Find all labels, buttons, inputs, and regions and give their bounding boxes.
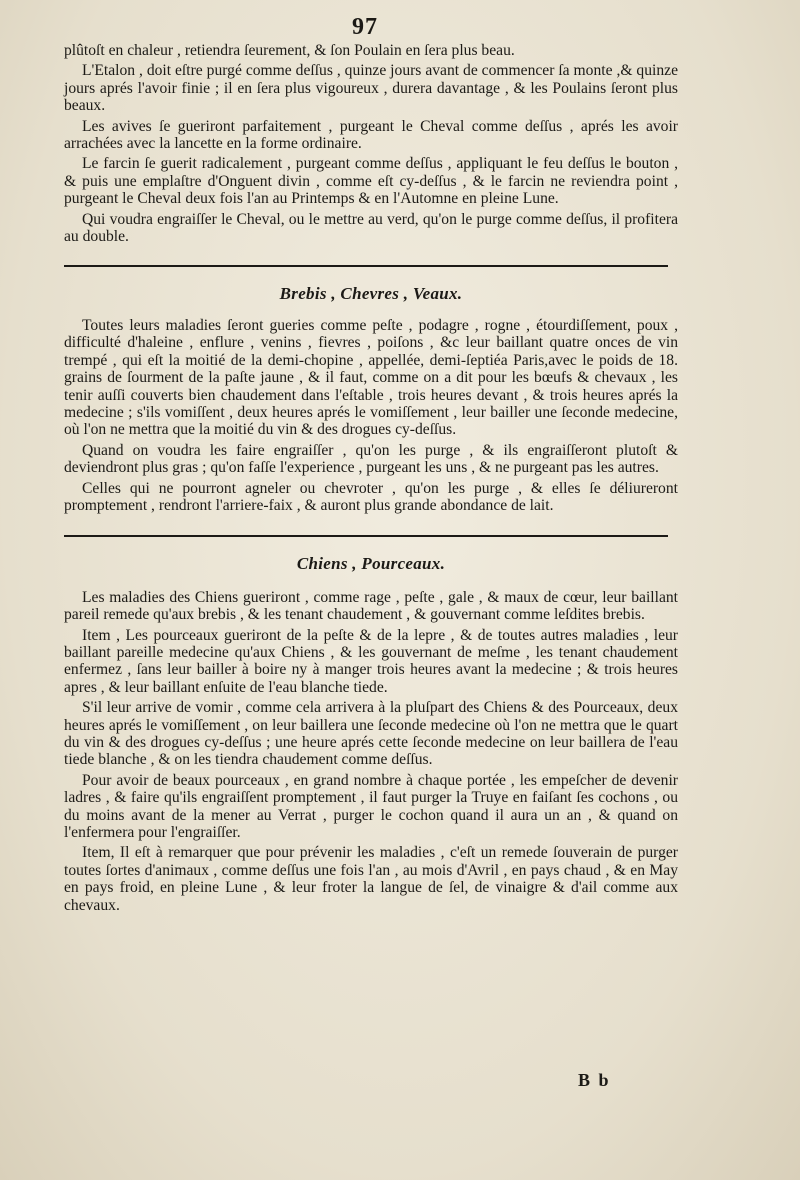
page-body: [64, 42, 678, 917]
section-divider: [64, 535, 668, 537]
section-heading-chiens: Chiens , Pourceaux.: [296, 554, 446, 574]
paragraph-vomir: S'il leur arrive de vomir , comme cela arrivera à la pluſpart des Chiens & des Pourceaux, deux heures aprés le vomiſſement , on leur baillera une ſeconde medecine où l'on ne mettra que le quart du vin & des drogues cy-deſſus ; une heure aprés cette ſeconde medecine on leur baillera de l'eau tiede blanche , & on les tiendra chaudement comme deſſus.: [64, 699, 678, 769]
paragraph-brebis-agneler: Celles qui ne pourront agneler ou chevroter , qu'on les purge , & elles ſe déliureront promptement , rendront l'arriere-faix , & auront plus grande abondance de lait.: [64, 479, 678, 514]
paragraph-beaux-pourceaux: Pour avoir de beaux pourceaux , en grand nombre à chaque portée , les empeſcher de devenir ladres , & faire qu'ils engraiſſent promptement , il faut purger la Truye en faiſant ſes cochons , ou du moins avant de la mener au Verrat , purger le cochon quand il aura un an , & quand on l'enfermera pour l'engraiſſer.: [64, 771, 678, 842]
paragraph-pourceaux-item: Item , Les pourceaux gueriront de la peſte & de la lepre , & de toutes autres maladies , leur baillant pareille medecine qu'aux Chiens , & les gouvernant de meſme , les tenant chaudement enfermez , ſans leur bailler à boire ny à manger trois heures avant la medecine ; & trois heures apres , & leur baillant enſuite de l'eau blanche tiede.: [64, 626, 678, 696]
section-heading-brebis: Brebis , Chevres , Veaux.: [279, 284, 463, 304]
section-divider: [64, 265, 668, 267]
paragraph-brebis-engraisser: Quand on voudra les faire engraiſſer , qu'on les purge , & ils engraiſſeront plutoſt & deviendront plus gras ; qu'on faſſe l'experience , purgeant les uns , & ne purgeant pas les autres.: [64, 441, 678, 477]
paragraph-chiens-maladies: Les maladies des Chiens gueriront , comme rage , peſte , gale , & maux de cœur, leur baillant pareil remede qu'aux brebis , & les tenant chaudement , & gouvernant comme leſdites brebis.: [64, 588, 678, 624]
paragraph-prevenir-maladies: Item, Il eſt à remarquer que pour prévenir les maladies , c'eſt un remede ſouverain de purger toutes ſortes d'animaux , comme deſſus une fois l'an , au mois d'Avril , en pays chaud , & en May en pays froid, en pleine Lune , & leur froter la langue de ſel, de vinaigre & d'ail comme aux chevaux.: [64, 844, 678, 914]
paragraph-engraisser-cheval: Qui voudra engraiſſer le Cheval, ou le mettre au verd, qu'on le purge comme deſſus, il profitera au double.: [64, 210, 678, 246]
paragraph-avives: Les avives ſe gueriront parfaitement , purgeant le Cheval comme deſſus , aprés les avoir arrachées avec la lancette en la forme ordinaire.: [64, 117, 678, 153]
paragraph-etalon: L'Etalon , doit eſtre purgé comme deſſus , quinze jours avant de commencer ſa monte ,& quinze jours aprés l'avoir finie ; il en ſera plus vigoureux , durera davantage , & les Poulains ſeront plus beaux.: [64, 62, 678, 115]
page-number: 97: [352, 14, 378, 40]
paragraph-brebis-maladies: Toutes leurs maladies ſeront gueries comme peſte , podagre , rogne , étourdiſſement, poux , difficulté d'haleine , enflure , venins , fievres , poiſons , &c leur baillant quatre onces de vin trempé , qui eſt la moitié de la demi-chopine , appellée, demi-ſeptiéa Paris,avec le poids de 18. grains de ſourment de la paſte jaune , & il faut, comme on a dit pour les bœufs & chevaux , les tenir auſſi couverts bien chaudement dans l'eſtable , trois heures devant , & trois heures aprés la medecine ; s'ils vomiſſent , deux heures aprés le vomiſſement , leur bailler une ſeconde medecine, où l'on ne mettra que la moitié du vin & des drogues cy-deſſus.: [64, 316, 678, 439]
signature-mark: B b: [578, 1070, 611, 1090]
paragraph-farcin: Le farcin ſe guerit radicalement , purgeant comme deſſus , appliquant le feu deſſus le bouton , & puis une emplaſtre d'Onguent divin , comme eſt cy-deſſus , & le farcin ne reviendra point , purgeant le Cheval deux fois l'an au Printemps & en l'Automne en pleine Lune.: [64, 155, 678, 208]
paragraph-continuation: plûtoſt en chaleur , retiendra ſeurement, & ſon Poulain en ſera plus beau.: [64, 42, 515, 59]
